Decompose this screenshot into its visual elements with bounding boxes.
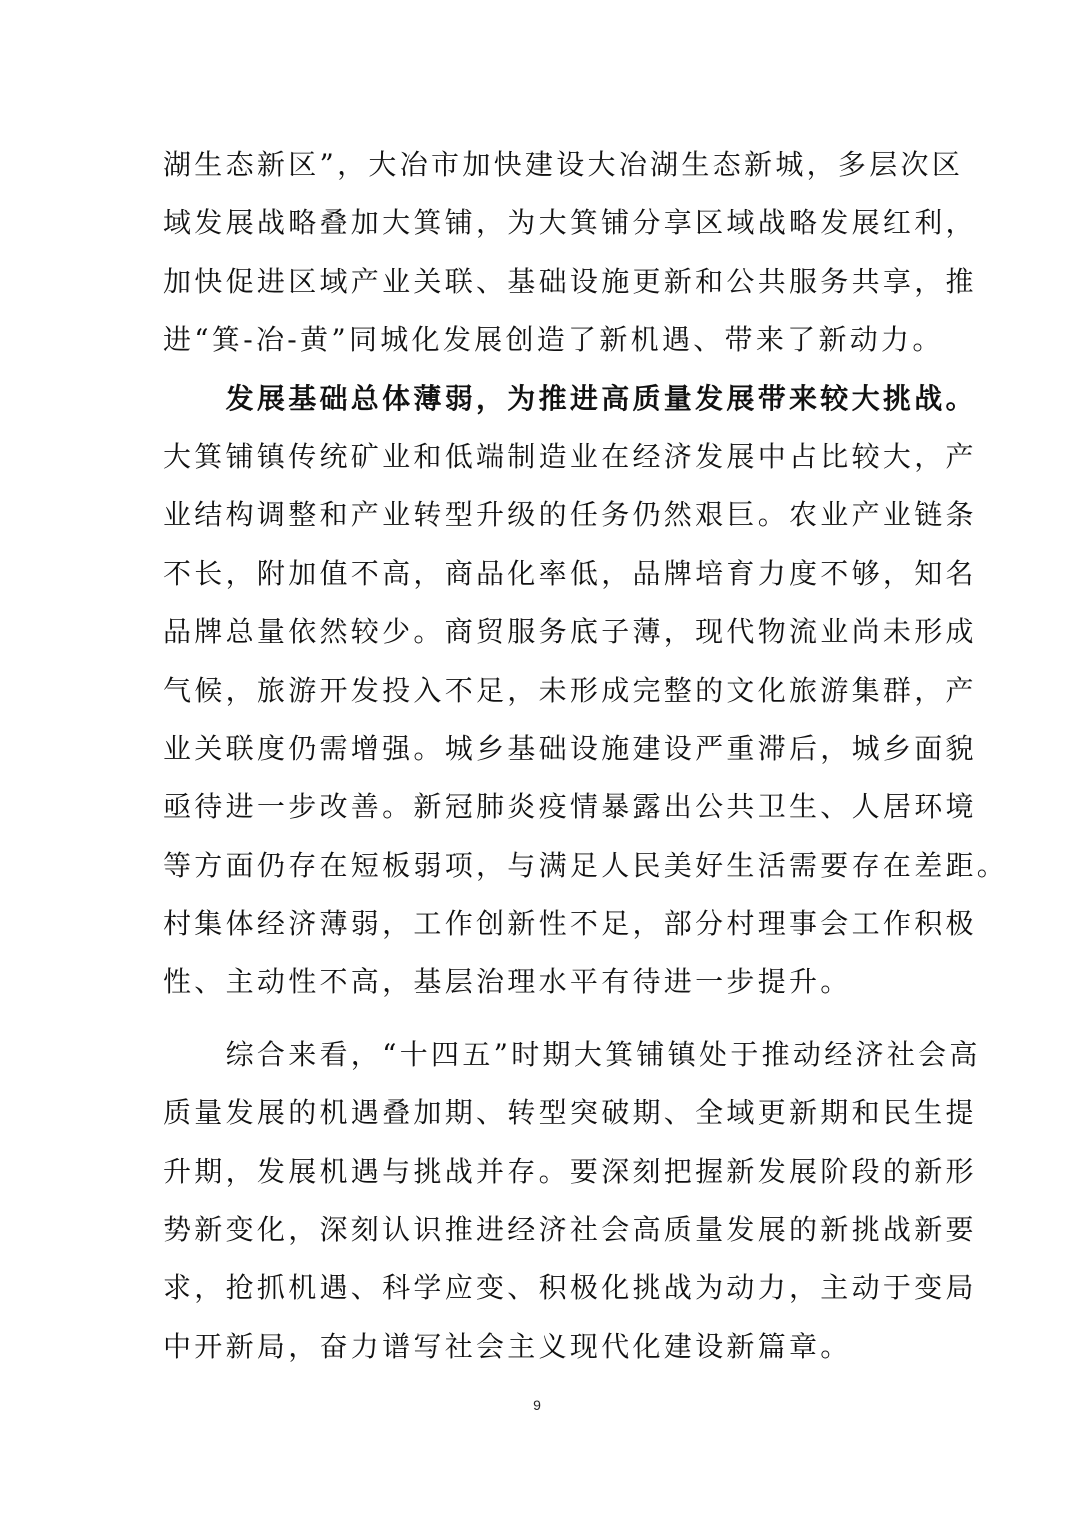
- text-line: 性、主动性不高，基层治理水平有待进一步提升。: [163, 965, 852, 999]
- text-line: 加快促进区域产业关联、基础设施更新和公共服务共享，推: [163, 264, 977, 298]
- paragraph-gap: [163, 1012, 923, 1026]
- text-line: 业关联度仍需增强。城乡基础设施建设严重滞后，城乡面貌: [163, 731, 977, 765]
- text-line: 升期，发展机遇与挑战并存。要深刻把握新发展阶段的新形: [163, 1154, 977, 1188]
- text-line: 进“箕-冶-黄”同城化发展创造了新机遇、带来了新动力。: [163, 323, 944, 357]
- body-text: [163, 136, 1009, 1376]
- text-line: 品牌总量依然较少。商贸服务底子薄，现代物流业尚未形成: [163, 615, 977, 649]
- text-line: 业结构调整和产业转型升级的任务仍然艰巨。农业产业链条: [163, 498, 977, 532]
- text-line: 势新变化，深刻认识推进经济社会高质量发展的新挑战新要: [163, 1213, 977, 1247]
- text-line: 湖生态新区”，大冶市加快建设大冶湖生态新城，多层次区: [163, 148, 964, 181]
- text-line: 域发展战略叠加大箕铺，为大箕铺分享区域战略发展红利，: [163, 206, 977, 240]
- text-line: 求，抢抓机遇、科学应变、积极化挑战为动力，主动于变局: [163, 1271, 977, 1305]
- page-number: 9: [533, 1397, 541, 1413]
- text-line: 等方面仍存在短板弱项，与满足人民美好生活需要存在差距。: [163, 848, 1009, 882]
- text-line: 亟待进一步改善。新冠肺炎疫情暴露出公共卫生、人居环境: [163, 790, 977, 824]
- section-heading-line: 发展基础总体薄弱，为推进高质量发展带来较大挑战。: [163, 381, 977, 415]
- text-line: 质量发展的机遇叠加期、转型突破期、全域更新期和民生提: [163, 1096, 977, 1130]
- text-line: 不长，附加值不高，商品化率低，品牌培育力度不够，知名: [163, 556, 977, 590]
- text-line: 综合来看，“十四五”时期大箕铺镇处于推动经济社会高: [163, 1037, 981, 1071]
- text-line: 大箕铺镇传统矿业和低端制造业在经济发展中占比较大，产: [163, 439, 977, 473]
- text-line: 中开新局，奋力谱写社会主义现代化建设新篇章。: [163, 1329, 852, 1363]
- text-line: 村集体经济薄弱，工作创新性不足，部分村理事会工作积极: [163, 907, 977, 941]
- text-line: 气候，旅游开发投入不足，未形成完整的文化旅游集群，产: [163, 673, 977, 707]
